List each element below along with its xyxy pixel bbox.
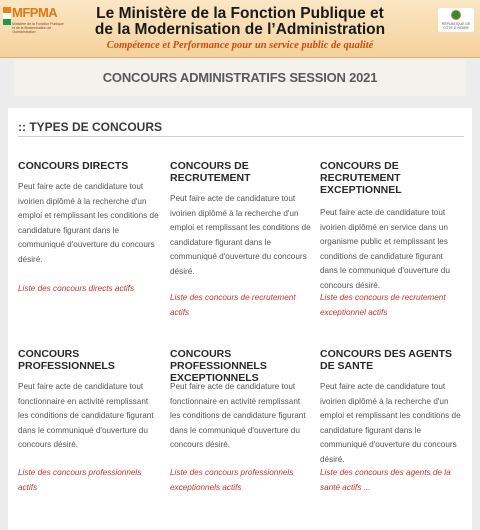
card-title: CONCOURS DIRECTS <box>18 160 129 172</box>
section-title: :: TYPES DE CONCOURS <box>18 120 163 134</box>
ministry-title-line1: Le Ministère de la Fonction Publique et <box>96 5 384 22</box>
card-title: CONCOURS DES AGENTS DE SANTE <box>320 348 453 372</box>
link-concours-recrutement[interactable]: Liste des concours de recrutement actifs <box>170 293 296 317</box>
link-concours-directs[interactable]: Liste des concours directs actifs <box>18 284 135 293</box>
ministry-title-line2: de la Modernisation de l’Administration <box>94 21 386 38</box>
emblem-text: RÉPUBLIQUE DE CÔTE D'IVOIRE <box>441 22 471 30</box>
logo-subtext: Ministère de la Fonction Publique et de la Modernisation de l'Administration <box>12 22 64 34</box>
logo-text: MFPMA <box>12 5 58 20</box>
coat-of-arms-icon <box>451 10 461 20</box>
link-concours-agents-sante[interactable]: Liste des concours des agents de la santé actifs ... <box>320 468 451 492</box>
card-concours-agents-sante <box>320 348 462 508</box>
republic-emblem <box>438 8 474 32</box>
card-description: Peut faire acte de candidature tout ivoirien diplômé en service dans un organisme public et remplissant les conditions de candidature figurant dans le communiqué d'ouverture du concours désiré. <box>320 208 450 290</box>
concours-types-panel <box>8 108 472 530</box>
card-concours-recrutement-exceptionnel <box>320 160 462 330</box>
card-concours-directs <box>18 160 160 330</box>
card-title: CONCOURS PROFESSIONNELS EXCEPTIONNELS <box>170 348 267 384</box>
site-header <box>0 0 480 58</box>
section-divider <box>18 136 464 137</box>
link-concours-recrutement-exceptionnel[interactable]: Liste des concours de recrutement exceptionnel actifs <box>320 293 446 317</box>
card-description: Peut faire acte de candidature tout ivoirien diplômé à la recherche d'un emploi et remplissant les conditions de candidature figurant dans le communiqué d'ouverture du concours désiré. <box>18 182 159 264</box>
page-title: CONCOURS ADMINISTRATIFS SESSION 2021 <box>102 70 378 85</box>
card-title: CONCOURS DE RECRUTEMENT EXCEPTIONNEL <box>320 160 402 196</box>
card-concours-professionnels <box>18 348 160 508</box>
card-title: CONCOURS DE RECRUTEMENT <box>170 160 251 184</box>
ministry-tagline: Compétence et Performance pour un service public de qualité <box>106 40 374 51</box>
card-description: Peut faire acte de candidature tout fonctionnaire en activité remplissant les conditions de candidature figurant dans le communiqué d'ouverture du concours désiré. <box>170 382 306 449</box>
card-title: CONCOURS PROFESSIONNELS <box>18 348 115 372</box>
session-banner <box>14 60 466 96</box>
link-concours-professionnels-exceptionnels[interactable]: Liste des concours professionnels exceptionnels actifs <box>170 468 294 492</box>
card-concours-recrutement <box>170 160 312 330</box>
card-description: Peut faire acte de candidature tout ivoirien diplômé à la recherche d'un emploi et remplissant les conditions de candidature figurant dans le communiqué d'ouverture du concours désiré. <box>320 382 461 464</box>
card-concours-professionnels-exceptionnels <box>170 348 312 508</box>
link-concours-professionnels[interactable]: Liste des concours professionnels actifs <box>18 468 142 492</box>
card-description: Peut faire acte de candidature tout fonctionnaire en activité remplissant les conditions de candidature figurant dans le communiqué d'ouverture du concours désiré. <box>18 382 154 449</box>
card-description: Peut faire acte de candidature tout ivoirien diplômé à la recherche d'un emploi et remplissant les conditions de candidature figurant dans le communiqué d'ouverture du concours désiré. <box>170 194 311 276</box>
